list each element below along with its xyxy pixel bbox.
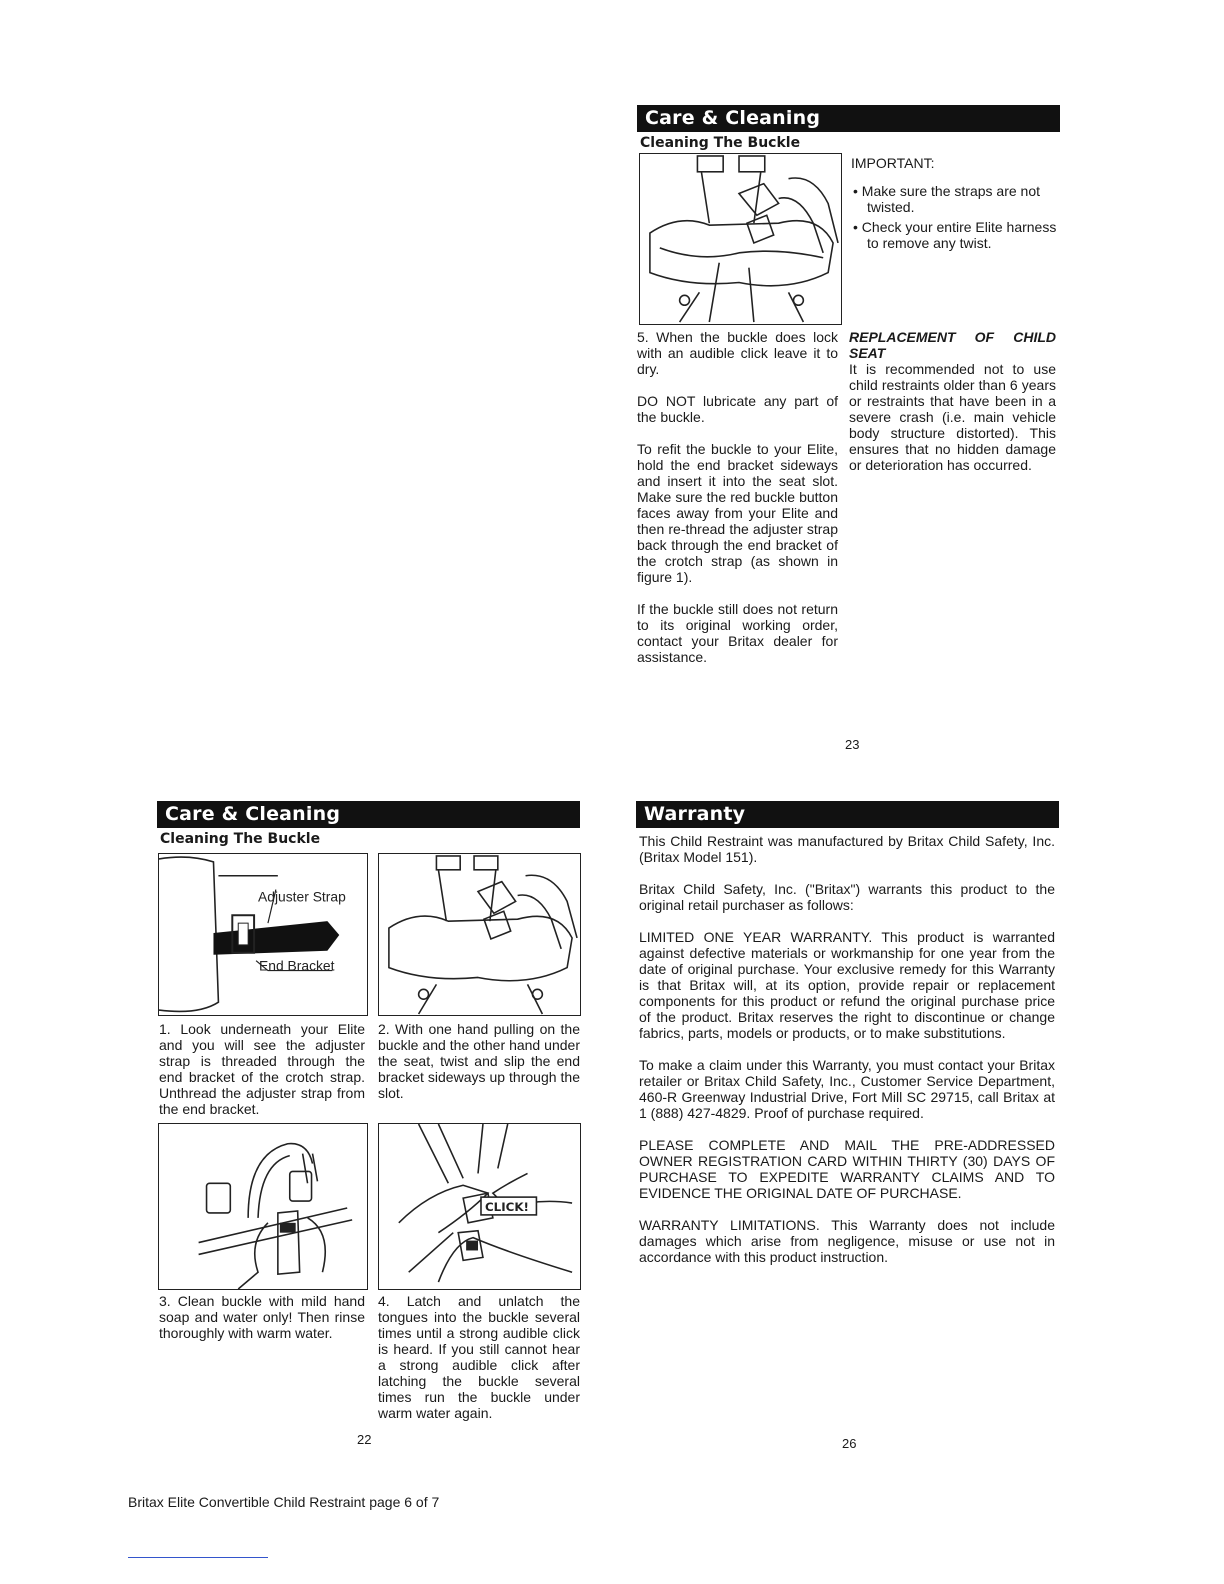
replacement-section: [849, 329, 1056, 473]
buckle-twist-illustration-top: [639, 153, 842, 325]
cleaning-buckle-subtitle-bottom: Cleaning The Buckle: [160, 831, 321, 847]
click-label: CLICK!: [484, 1199, 529, 1214]
document-footer: Britax Elite Convertible Child Restraint page 6 of 7: [128, 1494, 440, 1510]
faucet-rinse-illustration: [158, 1123, 368, 1290]
replacement-text: It is recommended not to use child restraints older than 6 years or restraints that have been in a severe crash (i.e. main vehicle body structure distorted). This ensures that no hidden damage or deterioration has occurred.: [849, 361, 1056, 473]
warranty-paragraph: To make a claim under this Warranty, you must contact your Britax retailer or Britax Child Safety, Inc., Customer Service Department, 460-R Greenway Industrial Drive, Fort Mill SC 29715, call Britax at 1 (888) 427-4829. Proof of purchase required.: [639, 1057, 1055, 1121]
adjuster-strap-label: Adjuster Strap: [258, 888, 346, 905]
step-1-text: 1. Look underneath your Elite and you will see the adjuster strap is threaded through the end bracket of the crotch strap. Unthread the adjuster strap from the end bracket.: [159, 1021, 365, 1117]
page-number-23: 23: [845, 737, 860, 752]
paragraph: DO NOT lubricate any part of the buckle.: [637, 393, 838, 425]
important-item: • Make sure the straps are not twisted.: [853, 183, 1040, 215]
step-3-text: 3. Clean buckle with mild hand soap and water only! Then rinse thoroughly with warm water.: [159, 1293, 365, 1341]
care-cleaning-banner-top: Care & Cleaning: [637, 105, 1060, 132]
warranty-paragraph: This Child Restraint was manufactured by Britax Child Safety, Inc. (Britax Model 151).: [639, 833, 1055, 865]
step-2-text: 2. With one hand pulling on the buckle and the other hand under the seat, twist and slip the end bracket sideways up through the slot.: [378, 1021, 580, 1101]
step-4-text: 4. Latch and unlatch the tongues into the buckle several times until a strong audible click is heard. If you still cannot hear a strong audible click after latching the buckle several times run the buckle under warm water again.: [378, 1293, 580, 1421]
footer-link-underline: [128, 1557, 268, 1558]
cleaning-buckle-subtitle-top: Cleaning The Buckle: [640, 135, 801, 151]
warranty-paragraph: WARRANTY LIMITATIONS. This Warranty does not include damages which arise from negligence, misuse or use not in accordance with this product instruction.: [639, 1217, 1055, 1265]
page-number-22: 22: [357, 1432, 372, 1447]
adjuster-strap-illustration: [158, 853, 368, 1016]
paragraph: To refit the buckle to your Elite, hold the end bracket sideways and insert it into the seat slot. Make sure the red buckle button faces away from your Elite and then re-thread the adjuster strap back through the end bracket of the crotch strap (as shown in figure 1).: [637, 441, 838, 585]
twist-slip-illustration: [378, 853, 581, 1016]
warranty-banner: Warranty: [636, 801, 1059, 828]
paragraph: 5. When the buckle does lock with an audible click leave it to dry.: [637, 329, 838, 377]
warranty-paragraph: LIMITED ONE YEAR WARRANTY. This product is warranted against defective materials or workmanship for one year from the date of original purchase. Your exclusive remedy for this Warranty is that Britax will, at its option, provide repair or replacement components for this product or refund the original purchase price of the product. Britax reserves the right to discontinue or change fabrics, parts, models or products, or to make substitutions.: [639, 929, 1055, 1041]
page-number-26: 26: [842, 1436, 857, 1451]
paragraph: If the buckle still does not return to its original working order, contact your Britax dealer for assistance.: [637, 601, 838, 665]
latch-click-illustration: [378, 1123, 581, 1290]
buckle-instructions-column: [637, 329, 838, 681]
end-bracket-label: End Bracket: [259, 957, 335, 974]
important-box: [851, 155, 1061, 255]
important-label: IMPORTANT:: [851, 155, 935, 171]
replacement-heading: REPLACEMENT OF CHILD SEAT: [849, 329, 1056, 361]
warranty-paragraph: Britax Child Safety, Inc. ("Britax") warrants this product to the original retail purchaser as follows:: [639, 881, 1055, 913]
warranty-text: [639, 833, 1055, 1281]
care-cleaning-banner-bottom: Care & Cleaning: [157, 801, 580, 828]
important-item: • Check your entire Elite harness to remove any twist.: [853, 219, 1057, 251]
warranty-paragraph: PLEASE COMPLETE AND MAIL THE PRE-ADDRESSED OWNER REGISTRATION CARD WITHIN THIRTY (30) DAYS OF PURCHASE TO EXPEDITE WARRANTY CLAIMS AND TO EVIDENCE THE ORIGINAL DATE OF PURCHASE.: [639, 1137, 1055, 1201]
